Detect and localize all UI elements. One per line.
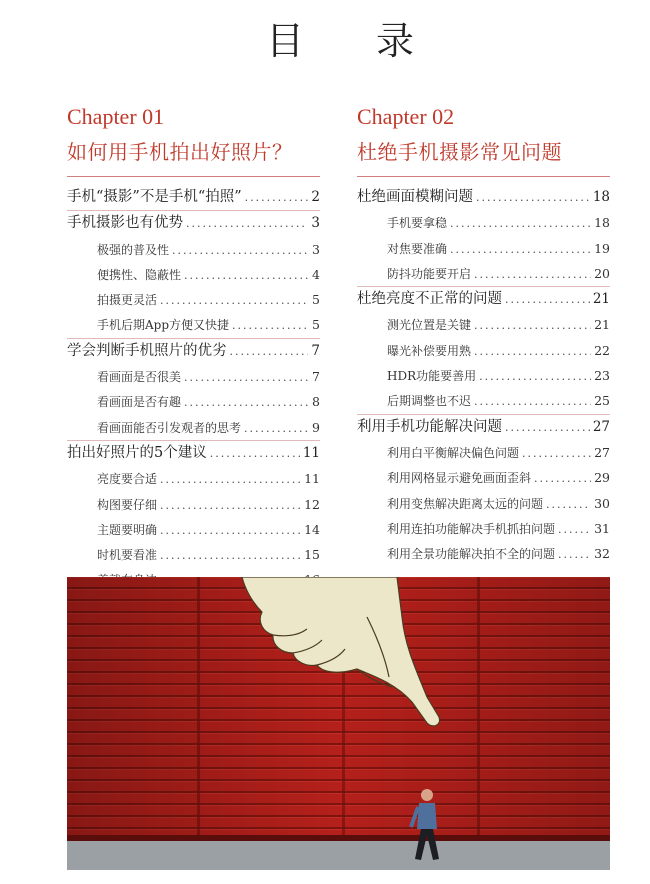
dot-leader	[450, 211, 591, 236]
dot-leader	[160, 493, 301, 518]
toc-page-number: 32	[594, 546, 610, 562]
chapter-02-column	[357, 104, 610, 566]
toc-page-number: 8	[312, 394, 320, 410]
toc-page-number: 12	[304, 496, 320, 512]
toc-entry[interactable]	[67, 466, 320, 491]
dot-leader	[505, 415, 590, 440]
toc-entry[interactable]	[357, 210, 610, 235]
toc-page-number: 15	[304, 547, 320, 563]
dot-leader	[476, 185, 590, 210]
toc-page-number: 3	[312, 241, 320, 257]
toc-page-number: 14	[304, 521, 320, 537]
toc-entry[interactable]	[67, 364, 320, 389]
toc-entry[interactable]	[357, 541, 610, 566]
toc-entry[interactable]	[357, 338, 610, 363]
dot-leader	[160, 543, 301, 568]
dot-leader	[160, 467, 301, 492]
toc-entry-title: 学会判断手机照片的优劣	[67, 342, 227, 359]
dot-leader	[230, 339, 309, 364]
dot-leader	[160, 288, 309, 313]
toc-page-number: 19	[594, 240, 610, 256]
toc-section[interactable]	[67, 338, 320, 364]
toc-entry-title: 时机要看准	[97, 548, 158, 563]
toc-entry-title: 主题要明确	[97, 522, 158, 537]
toc-page-number: 30	[594, 495, 610, 511]
toc-page-number: 11	[302, 444, 320, 461]
dot-leader	[522, 441, 591, 466]
toc-entry[interactable]	[67, 415, 320, 440]
toc-entry-title: 看画面是否有趣	[97, 395, 182, 410]
dot-leader	[245, 185, 309, 210]
toc-page-number: 23	[594, 368, 610, 384]
toc-page-number: 4	[312, 266, 320, 282]
toc-page-number: 18	[592, 189, 610, 205]
dot-leader	[210, 441, 300, 466]
toc-page-number: 18	[594, 215, 610, 231]
toc-page-number: 25	[594, 393, 610, 409]
toc-entry-title: 看画面是否很美	[97, 370, 182, 385]
toc-page-number: 5	[312, 317, 320, 333]
dot-leader	[184, 365, 309, 390]
chapter-divider	[67, 176, 320, 177]
toc-page-number: 5	[312, 292, 320, 308]
dot-leader	[474, 389, 591, 414]
toc-section[interactable]	[357, 286, 610, 312]
dot-leader	[160, 518, 301, 543]
toc-list	[357, 185, 610, 566]
toc-page-number: 2	[311, 189, 320, 205]
toc-entry[interactable]	[357, 491, 610, 516]
toc-page-number: 11	[304, 471, 320, 487]
toc-entry[interactable]	[67, 287, 320, 312]
toc-section[interactable]	[357, 414, 610, 440]
dot-leader	[558, 542, 591, 567]
toc-entry-title: 防抖功能要开启	[387, 266, 472, 281]
dot-leader	[534, 466, 591, 491]
toc-entry-title: 手机“摄影”不是手机“拍照”	[67, 189, 242, 205]
toc-entry-title: 对焦要准确	[387, 241, 448, 256]
toc-page-number: 31	[594, 520, 610, 536]
dot-leader	[546, 492, 591, 517]
toc-page-number: 27	[592, 418, 610, 435]
toc-page-number: 27	[594, 444, 610, 460]
toc-entry[interactable]	[67, 237, 320, 262]
chapter-label: Chapter 01	[67, 104, 165, 129]
dot-leader	[184, 263, 309, 288]
toc-page-number: 21	[592, 291, 610, 308]
toc-entry-title: 杜绝画面模糊问题	[357, 189, 473, 205]
toc-entry[interactable]	[67, 312, 320, 337]
toc-entry-title: 极强的普及性	[97, 242, 170, 257]
dot-leader	[184, 390, 309, 415]
toc-entry[interactable]	[357, 465, 610, 490]
toc-entry[interactable]	[357, 312, 610, 337]
mural-illustration	[67, 577, 610, 870]
toc-entry-title: 测光位置是关键	[387, 318, 472, 333]
toc-page-number: 20	[594, 265, 610, 281]
toc-entry[interactable]	[67, 492, 320, 517]
chapter-label: Chapter 02	[357, 104, 455, 129]
toc-section[interactable]	[67, 210, 320, 236]
toc-list	[67, 185, 320, 593]
toc-entry-title: 手机要拿稳	[387, 216, 448, 231]
toc-entry-title: 手机后期App方便又快捷	[97, 318, 230, 333]
toc-entry[interactable]	[357, 516, 610, 541]
toc-entry[interactable]	[357, 236, 610, 261]
toc-entry-title: 利用手机功能解决问题	[357, 418, 502, 435]
toc-entry-title: 拍出好照片的5个建议	[67, 444, 207, 461]
chapter-divider	[357, 176, 610, 177]
toc-page-number: 7	[311, 342, 320, 359]
toc-page-number: 3	[311, 215, 320, 232]
chapter-title: 杜绝手机摄影常见问题	[357, 140, 562, 164]
dot-leader	[558, 517, 591, 542]
toc-entry-title: 亮度要合适	[97, 472, 158, 487]
toc-entry[interactable]	[67, 389, 320, 414]
toc-page-number: 7	[312, 369, 320, 385]
toc-entry-title: 利用网格显示避免画面歪斜	[387, 471, 532, 486]
toc-entry[interactable]	[67, 517, 320, 542]
toc-page-number: 22	[594, 342, 610, 358]
dot-leader	[232, 313, 309, 338]
toc-page-number: 9	[312, 419, 320, 435]
toc-page-number: 21	[594, 317, 610, 333]
dot-leader	[172, 238, 309, 263]
toc-entry-title: 利用连拍功能解决手机抓拍问题	[387, 521, 556, 536]
toc-entry[interactable]	[357, 388, 610, 413]
toc-entry-title: 便携性、隐蔽性	[97, 267, 182, 282]
toc-entry-title: 手机摄影也有优势	[67, 215, 183, 232]
toc-entry-title: 利用变焦解决距离太远的问题	[387, 496, 544, 511]
dot-leader	[505, 287, 590, 312]
chapter-01-column	[67, 104, 320, 593]
toc-section[interactable]	[67, 185, 320, 210]
toc-entry-title: 杜绝亮度不正常的问题	[357, 291, 502, 308]
toc-entry-title: 构图要仔细	[97, 497, 158, 512]
toc-entry[interactable]	[357, 440, 610, 465]
chapter-title: 如何用手机拍出好照片？	[67, 140, 293, 164]
toc-entry-title: 利用白平衡解决偏色问题	[387, 445, 520, 460]
dot-leader	[474, 339, 591, 364]
toc-entry[interactable]	[357, 261, 610, 286]
dot-leader	[479, 364, 591, 389]
dot-leader	[186, 211, 308, 236]
cover-photo	[67, 577, 610, 870]
dot-leader	[474, 262, 591, 287]
toc-entry-title: 看画面能否引发观者的思考	[97, 420, 242, 435]
toc-entry-title: HDR功能要善用	[387, 369, 477, 384]
toc-page-number: 29	[594, 470, 610, 486]
dot-leader	[474, 313, 591, 338]
dot-leader	[244, 416, 309, 441]
toc-entry-title: 后期调整也不迟	[387, 394, 472, 409]
toc-entry-title: 拍摄更灵活	[97, 293, 158, 308]
toc-entry[interactable]	[67, 542, 320, 567]
toc-section[interactable]	[67, 440, 320, 466]
page-title: 目 录	[265, 19, 445, 63]
toc-entry[interactable]	[67, 262, 320, 287]
toc-entry-title: 利用全景功能解决拍不全的问题	[387, 547, 556, 562]
dot-leader	[450, 237, 591, 262]
toc-section[interactable]	[357, 185, 610, 210]
toc-entry[interactable]	[357, 363, 610, 388]
toc-entry-title: 曝光补偿要用熟	[387, 343, 472, 358]
